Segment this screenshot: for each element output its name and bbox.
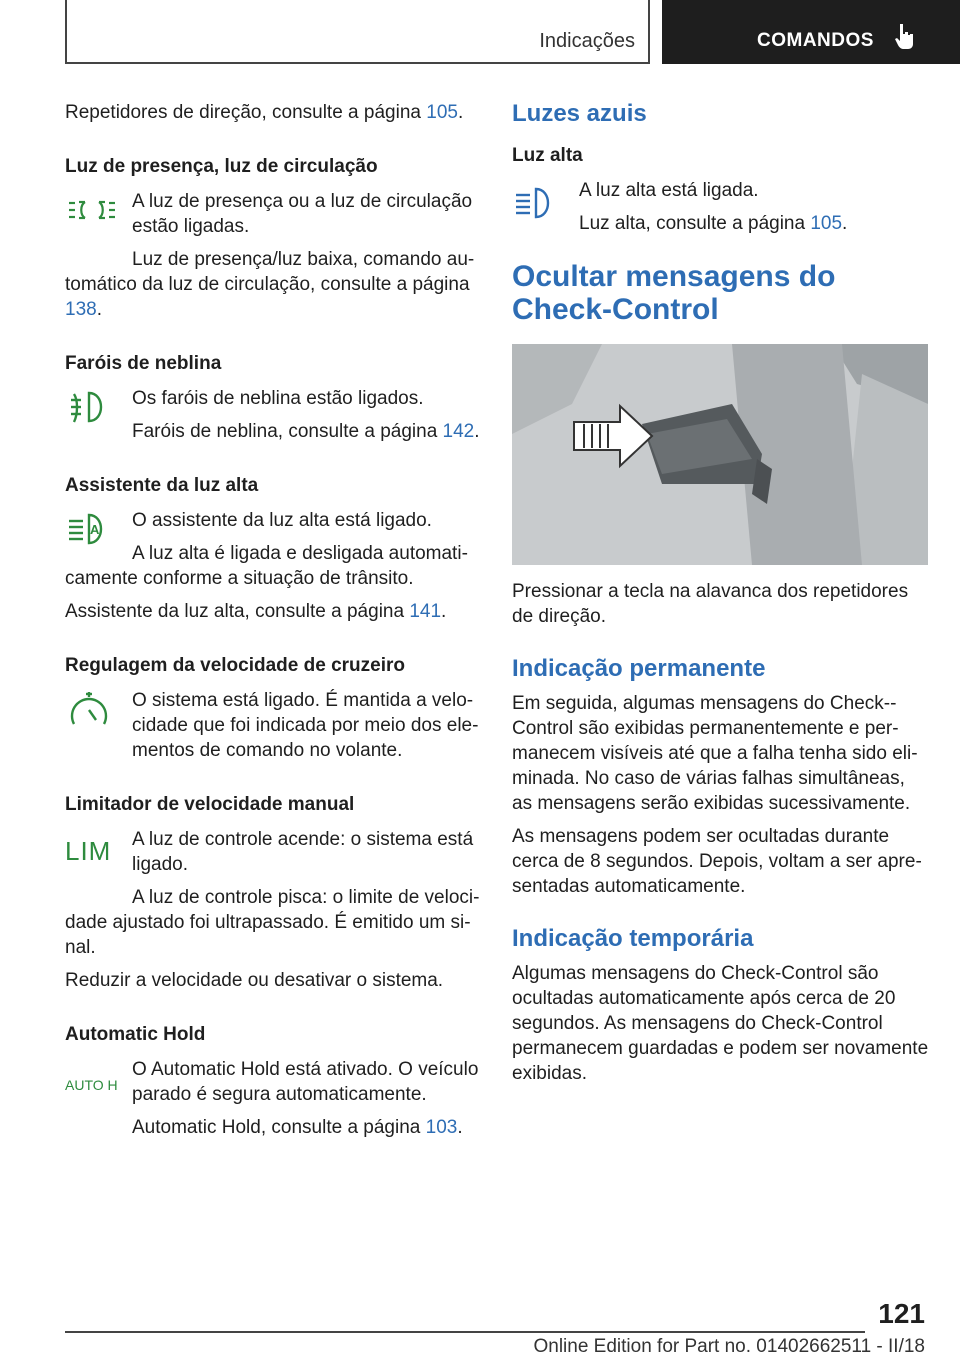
period: .	[96, 299, 102, 320]
cruise-control-entry	[65, 688, 480, 763]
blue-lights-heading: Luzes azuis	[512, 100, 647, 127]
intro-paragraph	[65, 100, 480, 125]
page-link[interactable]: 141	[409, 601, 442, 622]
high-beam-ref-text: Luz alta, consulte a página	[579, 213, 811, 234]
page-link[interactable]: 103	[425, 1117, 458, 1138]
left-column	[65, 100, 480, 1148]
high-beam-entry	[512, 178, 930, 236]
cruise-control-icon	[65, 690, 119, 728]
high-beam-assist-text-2: A luz alta é ligada e desligada automaticamente conforme a situação de trânsito.	[65, 543, 468, 589]
speed-limiter-heading: Limitador de velocidade manual	[65, 794, 355, 815]
edition-note: Online Edition for Part no. 01402662511 - II/18	[533, 1336, 925, 1357]
high-beam-assist-text-1: O assistente da luz alta está ligado.	[132, 510, 432, 531]
high-beam-assist-icon	[65, 510, 119, 548]
fog-light-text-1: Os faróis de neblina estão ligados.	[132, 388, 424, 409]
high-beam-assist-text-3	[65, 599, 480, 624]
temporary-text-1: Algumas mensagens do Check-Control são ocultadas automaticamente após cerca de 20 segundos. As mensagens do Check-Control permanecem guardadas e podem ser novamente exibidas.	[512, 963, 929, 1084]
parking-light-heading: Luz de presença, luz de circulação	[65, 156, 378, 177]
footer-divider	[65, 1331, 865, 1333]
parking-light-text-1: A luz de presença ou a luz de circulação estão ligadas.	[132, 191, 473, 237]
photo-caption: Pressionar a tecla na alavanca dos repetidores de direção.	[512, 581, 909, 627]
period: .	[457, 1117, 463, 1138]
speed-limiter-text-2: A luz de controle pisca: o limite de velocidade ajustado foi ultrapassado. É emitido um sinal.	[65, 887, 480, 958]
automatic-hold-text-1: O Automatic Hold está ativado. O veículo parado é segura automaticamente.	[132, 1059, 479, 1105]
permanent-text-1: Em seguida, algumas mensagens do Check-Control são exibidas permanentemente e permanecem visíveis até que a falha tenha sido eliminada. No caso de várias falhas simultâneas, as mensagens serão exibidas sucessivamente.	[512, 693, 918, 814]
cruise-control-heading: Regulagem da velocidade de cruzeiro	[65, 655, 405, 676]
right-column	[512, 100, 930, 1094]
fog-light-text-2	[132, 419, 480, 444]
cruise-control-text-1: O sistema está ligado. É mantida a velocidade que foi indicada por meio dos elementos de comando no volante.	[132, 690, 479, 761]
permanent-text-2: As mensagens podem ser ocultadas durante cerca de 8 segundos. Depois, voltam a ser apresentadas automaticamente.	[512, 826, 922, 897]
automatic-hold-heading: Automatic Hold	[65, 1024, 206, 1045]
fog-light-heading: Faróis de neblina	[65, 353, 222, 374]
hand-pointer-icon	[894, 22, 916, 50]
page-number: 121	[878, 1298, 925, 1329]
fog-ref-text: Faróis de neblina, consulte a página	[132, 421, 443, 442]
high-beam-text-2	[579, 211, 930, 236]
automatic-hold-entry	[65, 1057, 480, 1140]
parking-ref-text: Luz de presença/luz baixa, comando automático da luz de circulação, consulte a página	[65, 249, 475, 295]
high-beam-heading: Luz alta	[512, 145, 583, 166]
fog-light-entry	[65, 386, 480, 444]
page-link[interactable]: 138	[65, 299, 97, 320]
period: .	[441, 601, 447, 622]
page-link[interactable]: 105	[810, 213, 843, 234]
turn-signal-lever-photo	[512, 344, 928, 565]
speed-limiter-entry	[65, 827, 480, 960]
chapter-title: COMANDOS	[757, 30, 874, 51]
speed-limiter-text-3: Reduzir a velocidade ou desativar o sistema.	[65, 970, 444, 991]
page-link[interactable]: 105	[426, 102, 458, 123]
auto-hold-icon: AUTO H	[65, 1077, 118, 1093]
automatic-hold-text-2	[132, 1115, 480, 1140]
hide-check-control-heading: Ocultar mensagens do Check-Control	[512, 260, 836, 326]
header-section-title: Indicações	[539, 30, 635, 52]
fog-light-icon	[65, 388, 119, 426]
permanent-indication-heading: Indicação permanente	[512, 655, 766, 682]
page-link[interactable]: 142	[442, 421, 475, 442]
parking-light-icon	[65, 191, 119, 229]
parking-light-text-2	[65, 247, 480, 322]
period: .	[457, 102, 464, 123]
period: .	[474, 421, 480, 442]
high-beam-assist-entry	[65, 508, 480, 591]
temporary-indication-heading: Indicação temporária	[512, 925, 754, 952]
svg-text:A: A	[90, 522, 100, 537]
autohold-ref-text: Automatic Hold, consulte a página	[132, 1117, 426, 1138]
high-beam-assist-heading: Assistente da luz alta	[65, 475, 259, 496]
chapter-tab	[662, 0, 960, 64]
lever-illustration	[512, 344, 928, 565]
intro-text: Repetidores de direção, consulte a página	[65, 102, 427, 123]
parking-light-entry	[65, 189, 480, 322]
speed-limiter-icon: LIM	[65, 836, 112, 866]
assist-ref-text: Assistente da luz alta, consulte a página	[65, 601, 410, 622]
high-beam-icon	[512, 184, 566, 222]
high-beam-text-1: A luz alta está ligada.	[579, 180, 759, 201]
speed-limiter-text-1: A luz de controle acende: o sistema está ligado.	[132, 829, 474, 875]
period: .	[842, 213, 848, 234]
